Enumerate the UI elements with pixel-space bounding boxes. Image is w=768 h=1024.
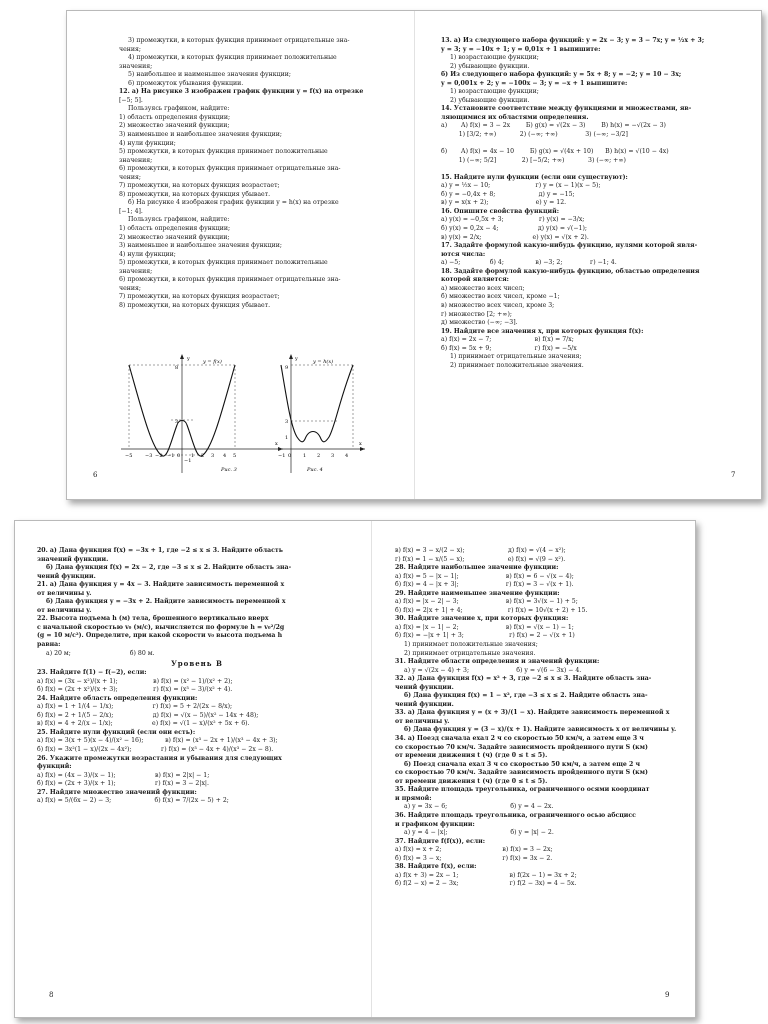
text-line: чения; [119, 45, 141, 53]
text-line: а) f(x + 3) = 2x − 1; в) f(2x − 1) = 3x + 2; [395, 871, 577, 879]
text-line: 30. Найдите значение x, при которых функция: [395, 615, 569, 623]
text-line: б) f(x) = 5x + 9; г) f(x) = −5/x [441, 344, 577, 352]
fig3-ytick: 8 [175, 365, 179, 371]
text-line: [−5; 5]. [119, 96, 143, 104]
text-line: (g = 10 м/с²). Определите, при какой скорости v₀ высота подъема h [37, 632, 283, 640]
text-line: а) y = √(2x − 4) + 3; б) y = √(6 − 3x) − 4. [404, 666, 582, 674]
fig4-xtick: 0 [288, 453, 292, 459]
text-line: y = 3; y = −10x + 1; y = 0,01x + 1 выпишите: [441, 45, 601, 53]
text-line: б) f(x) = 4 − |x + 3|; г) f(x) = 3 − √(x + 1). [395, 581, 574, 589]
text-line: ляющимися их областями определения. [441, 113, 589, 121]
text-line: 31. Найдите области определения и значений функции: [395, 658, 600, 666]
text-line: 4) нули функции; [119, 139, 176, 147]
fig3-xtick: 2 [201, 453, 205, 459]
text-line: б) f(2 − x) = 2 − 3x; г) f(2 − 3x) = 4 − 5x. [395, 880, 577, 888]
text-line: 36. Найдите площадь треугольника, ограниченного осью абсцисс [395, 811, 636, 819]
text-line: а) f(x) = 3(x + 5)(x − 4)/(x² − 16); в) f(x) = (x³ − 2x + 1)/(x³ − 4x + 3); [37, 737, 278, 745]
text-line: значения; [119, 267, 153, 275]
text-line: а) f(x) = 2x − 7; в) f(x) = 7/x; [441, 336, 574, 344]
fig3-function-label: y = f(x) [203, 359, 222, 365]
text-line: 14. Установите соответствие между функциями и множествами, яв- [441, 105, 692, 113]
text-line: а) f(x) = (3x − x²)/(x + 1); в) f(x) = (x² − 1)/(x² + 2); [37, 677, 233, 685]
text-line: 3) промежутки, в которых функция принимает отрицательные зна- [128, 37, 350, 44]
fig4-xtick: 2 [317, 453, 321, 459]
text-line: в) y(x) = 2/x; е) y(x) = √(x + 2). [441, 233, 589, 241]
fig4-ytick: 9 [285, 365, 289, 371]
text-line: 6) промежутки, в которых функция принимает отрицательные зна- [119, 165, 341, 173]
fig3-xtick: −5 [125, 453, 133, 459]
text-line: 2) принимает отрицательные значения. [404, 649, 536, 657]
text-line: 7) промежутки, на которых функция возрастает; [119, 293, 280, 301]
text-line: 4) нули функции; [119, 250, 176, 258]
figure-4-graph [277, 351, 367, 476]
fig3-caption: Рис. 3 [221, 467, 237, 473]
top-spread [66, 10, 762, 500]
text-line: Уровень В [171, 659, 223, 669]
text-line: чений функции. [395, 700, 454, 708]
text-line [441, 165, 747, 174]
text-line: а) f(x) = 1 + 1/(4 − 1/x); г) f(x) = 5 + 2/(2x − 8/x); [37, 703, 233, 711]
text-line: а) f(x) = x + 2; в) f(x) = 3 − 2x; [395, 846, 553, 854]
text-line: 4) промежутки, в которых функция принимает положительные [128, 54, 337, 62]
text-line: 1) [3/2; +∞) 2) (−∞; +∞) 3) (−∞; −3/2] [441, 131, 628, 139]
text-line: б) На рисунке 4 изображен график функции y = h(x) на отрезке [128, 199, 339, 207]
text-line: б) А) f(x) = 4x − 10 Б) g(x) = √(4x + 10) В) h(x) = √(10 − 4x) [441, 148, 669, 156]
text-line: б) f(x) = −|x + 1| + 3; г) f(x) = 2 − √(x + 1) [395, 632, 575, 640]
text-line: с начальной скоростью v₀ (м/с), вычисляется по формуле h = v₀²/2g [37, 623, 285, 631]
text-line: б) f(x) = 2|x + 1| + 4; г) f(x) = 10√(x + 2) + 15. [395, 606, 588, 614]
text-line: 1) принимает положительные значения; [404, 641, 538, 649]
text-line: 3) наименьшее и наибольшее значения функции; [119, 131, 282, 139]
text-line: 8) промежутки, на которых функция убывает. [119, 190, 271, 198]
text-line: 2) убывающие функции. [450, 62, 530, 70]
text-line: которой является: [441, 276, 509, 284]
fig4-ytick: 3 [285, 419, 289, 425]
text-line: значений функции. [37, 555, 109, 563]
gutter-top [414, 11, 415, 499]
text-line: 17. Задайте формулой какую-нибудь функцию, нулями которой явля- [441, 242, 698, 250]
fig3-xtick: 5 [233, 453, 237, 459]
text-line: y = 0,001x + 2; y = −100x − 3; y = −x + 1 выпишите: [441, 79, 628, 87]
text-line: б) y = −0,4x + 8; д) y = −15; [441, 190, 575, 198]
text-line: со скоростью 70 км/ч. Задайте зависимость пройденного пути S (км) [395, 743, 648, 751]
text-line: б) Из следующего набора функций: y = 5x + 8; y = −2; y = 10 − 3x; [441, 71, 682, 79]
text-line: б) Дана функция y = −3x + 2. Найдите зависимость переменной x [46, 598, 286, 606]
fig3-xtick: −2 [155, 453, 163, 459]
text-line: в) y = x(x + 2); е) y = 12. [441, 199, 567, 207]
text-line: от времени движения t (ч) (где 0 ≤ t ≤ 5). [395, 752, 548, 760]
text-line: 33. а) Дана функция y = (x + 3)/(1 − x). Найдите зависимость переменной x [395, 709, 670, 717]
text-line: б) f(x) = (2x + x²)/(x + 3); г) f(x) = (x³ − 3)/(x² + 4). [37, 686, 233, 694]
fig3-xtick: −3 [145, 453, 153, 459]
text-line: 16. Опишите свойства функций: [441, 207, 560, 215]
fig4-ytick: 1 [285, 435, 289, 441]
text-line: б) Дана функция f(x) = 2x − 2, где −3 ≤ x ≤ 2. Найдите область зна- [46, 564, 292, 572]
fig4-y-label: y [295, 356, 298, 362]
text-line: ются числа: [441, 250, 486, 258]
text-line: 21. а) Дана функция y = 4x − 3. Найдите зависимость переменной x [37, 581, 285, 589]
text-line: б) Поезд сначала ехал 3 ч со скоростью 50 км/ч, а затем еще 2 ч [404, 760, 641, 768]
text-line: а) f(x) = |x − 2| − 3; в) f(x) = 3√(x − 1) + 5; [395, 598, 578, 606]
text-line: 12. а) На рисунке 3 изображен график функции y = f(x) на отрезке [119, 88, 364, 96]
text-line: значения; [119, 62, 153, 70]
text-line: 38. Найдите f(x), если: [395, 863, 477, 871]
fig3-ytick: 3 [175, 419, 179, 425]
text-line: б) Дана функция y = (3 − x)/(x + 1). Найдите зависимость x от величины y. [404, 726, 677, 734]
text-line: б) f(x) = 2 + 1/(5 − 2/x); д) f(x) = √(x − 5)/(x² − 14x + 48); [37, 711, 259, 719]
text-line: а) f(x) = |x − 1| − 2; в) f(x) = √(x − 1) − 1; [395, 623, 574, 631]
text-line: д) множество (−∞; −3]. [441, 319, 518, 327]
text-line: г) множество [2; +∞); [441, 310, 512, 318]
text-line: 37. Найдите f(f(x)), если: [395, 837, 485, 845]
text-line: 26. Укажите промежутки возрастания и убывания для следующих [37, 754, 282, 762]
text-line: чений функции. [395, 683, 454, 691]
text-line: а) y = 3x − 6; б) y = 4 − 2x. [404, 803, 554, 811]
text-line: г) f(x) = 1 − x/(5 − x); е) f(x) = √(9 − x²). [395, 555, 566, 563]
text-line: 5) промежутки, в которых функция принимает положительные [119, 148, 328, 156]
text-line: 35. Найдите площадь треугольника, ограниченного осями координат [395, 786, 650, 794]
page-6-text [119, 37, 409, 311]
fig4-xtick: 1 [303, 453, 307, 459]
text-line: 34. а) Поезд сначала ехал 2 ч со скоростью 50 км/ч, а затем еще 3 ч [395, 735, 644, 743]
text-line: от величины y. [37, 589, 92, 597]
text-line: функций: [37, 763, 72, 771]
text-line: Пользуясь графиком, найдите: [128, 216, 230, 224]
text-line: б) y(x) = 0,2x − 4; д) y(x) = √(−1); [441, 225, 587, 233]
text-line: со скоростью 70 км/ч. Задайте зависимость пройденного пути S (км) [395, 769, 648, 777]
fig4-curve [281, 365, 353, 442]
gutter-bottom [371, 521, 372, 1017]
text-line: 8) промежутки, на которых функция убывает. [119, 301, 271, 309]
text-line: 1) (−∞; 5/2] 2) [−5/2; +∞) 3) (−∞; +∞) [441, 156, 626, 164]
fig4-x-label: x [359, 441, 362, 447]
text-line: а) f(x) = 5 − |x − 1|; в) f(x) = 6 − √(x − 4); [395, 572, 574, 580]
fig3-y-label: y [187, 356, 190, 362]
text-line: в) множество всех чисел, кроме 3; [441, 301, 555, 309]
text-line: а) 20 м; б) 80 м. [46, 649, 155, 657]
text-line: 1) принимает отрицательные значения; [450, 353, 582, 361]
fig3-ytick: −1 [184, 458, 192, 464]
fig4-function-label: y = h(x) [313, 359, 334, 365]
text-line: 25. Найдите нули функций (если они есть): [37, 728, 196, 736]
text-line: б) Дана функция f(x) = 1 − x², где −3 ≤ x ≤ 2. Найдите область зна- [404, 692, 648, 700]
page-number-8: 8 [49, 991, 54, 999]
text-line: 24. Найдите область определения функции: [37, 694, 198, 702]
fig4-xtick: 4 [345, 453, 349, 459]
fig3-x-label: x [275, 441, 278, 447]
fig3-xtick: −1 [167, 453, 175, 459]
fig3-xtick: 1 [191, 453, 195, 459]
fig3-xtick: 3 [211, 453, 215, 459]
fig3-xtick: 0 [177, 453, 181, 459]
text-line: 5) наибольшее и наименьшее значения функции; [128, 71, 291, 79]
text-line: 18. Задайте формулой какую-нибудь функцию, областью определения [441, 267, 700, 275]
page-7-text [441, 37, 747, 370]
page-8-text [37, 547, 357, 806]
text-line: а) f(x) = 5/(6x − 2) − 3; б) f(x) = 7/(2x − 5) + 2; [37, 797, 229, 805]
text-line: 1) возрастающие функции; [450, 88, 539, 96]
text-line: 22. Высота подъема h (м) тела, брошенного вертикально вверх [37, 615, 269, 623]
text-line: б) f(x) = 3x²(1 − x)/(2x − 4x²); г) f(x) = (x³ − 4x + 4)/(x³ − 2x − 8). [37, 746, 274, 754]
text-line: б) множество всех чисел, кроме −1; [441, 293, 560, 301]
text-line: 1) область определения функции; [119, 113, 231, 121]
text-line: а) y(x) = −0,5x + 3; г) y(x) = −3/x; [441, 216, 585, 224]
text-line: и прямой: [395, 794, 432, 802]
text-line: чения; [119, 173, 141, 181]
text-line: 6) промежуток убывания функции. [128, 79, 244, 87]
text-line: [−1; 4]. [119, 207, 143, 215]
text-line: 20. а) Дана функция f(x) = −3x + 1, где −2 ≤ x ≤ 3. Найдите область [37, 547, 283, 554]
text-line [441, 140, 747, 149]
page-number-6: 6 [93, 471, 98, 479]
text-line: 6) промежутки, в которых функция принимает отрицательные зна- [119, 276, 341, 284]
text-line: равна: [37, 641, 61, 649]
text-line: 27. Найдите множество значений функции: [37, 788, 197, 796]
fig4-caption: Рис. 4 [307, 467, 323, 473]
text-line: чения; [119, 284, 141, 292]
text-line: 23. Найдите f(1) − f(−2), если: [37, 669, 147, 677]
text-line: и графиком функции: [395, 820, 475, 828]
fig4-xtick: −1 [278, 453, 286, 459]
text-line: а) y = 4 − |x|; б) y = |x| − 2. [404, 829, 554, 837]
fig4-xtick: 3 [331, 453, 335, 459]
page-9-text [395, 547, 691, 889]
text-line: 1) возрастающие функции; [450, 54, 539, 62]
text-line: 32. а) Дана функция f(x) = x² + 3, где −2 ≤ x ≤ 3. Найдите область зна- [395, 675, 652, 683]
text-line: 28. Найдите наибольшее значение функции: [395, 564, 559, 572]
text-line: 13. а) Из следующего набора функций: y = 2x − 3; y = 3 − 7x; y = ½x + 3; [441, 37, 705, 44]
text-line: 2) принимает положительные значения. [450, 361, 584, 369]
text-line: а) А) f(x) = 3 − 2x Б) g(x) = √(2x − 3) В) h(x) = −√(2x − 3) [441, 122, 666, 130]
text-line: 7) промежутки, на которых функция возрастает; [119, 182, 280, 190]
text-line: чений функции. [37, 572, 96, 580]
text-line: б) f(x) = (2x + 3)/(x + 1); г) f(x) = 3 − 2|x|. [37, 780, 209, 788]
text-line: 19. Найдите все значения x, при которых функция f(x): [441, 327, 644, 335]
text-line: от величины y. [37, 606, 92, 614]
text-line: значения; [119, 156, 153, 164]
figure-3-graph [115, 351, 285, 476]
page-number-9: 9 [665, 991, 670, 999]
fig3-xtick: 4 [223, 453, 227, 459]
text-line: от величины y. [395, 717, 450, 725]
text-line: б) f(x) = 3 − x; г) f(x) = 3x − 2. [395, 854, 553, 862]
text-line: 15. Найдите нули функции (если они существуют): [441, 173, 628, 181]
text-line: а) y = ½x − 10; г) y = (x − 1)(x − 5); [441, 182, 601, 190]
text-line: 5) промежутки, в которых функция принимает положительные [119, 259, 328, 267]
text-line: в) f(x) = 3 − x/(2 − x); д) f(x) = √(4 − x²); [395, 547, 566, 554]
page-number-7: 7 [731, 471, 736, 479]
text-line: 3) наименьшее и наибольшее значения функции; [119, 242, 282, 250]
text-line: 2) множество значений функции; [119, 233, 230, 241]
text-line: 1) область определения функции; [119, 225, 231, 233]
text-line: в) f(x) = 4 + 2/(x − 1/x); е) f(x) = √(1 − x)/(x² + 5x + 6). [37, 720, 250, 728]
text-line: от времени движения t (ч) (где 0 ≤ t ≤ 5). [395, 777, 548, 785]
text-line: а) f(x) = (4x − 3)/(x − 1); в) f(x) = 2|x| − 1; [37, 771, 210, 779]
text-line: 29. Найдите наименьшее значение функции: [395, 589, 560, 597]
bottom-spread [14, 520, 696, 1018]
text-line: а) −5; б) 4; в) −3; 2; г) −1; 4. [441, 259, 617, 267]
text-line: 2) убывающие функции. [450, 96, 530, 104]
text-line: Пользуясь графиком, найдите: [128, 105, 230, 113]
text-line: 2) множество значений функции; [119, 122, 230, 130]
text-line: а) множество всех чисел; [441, 284, 525, 292]
